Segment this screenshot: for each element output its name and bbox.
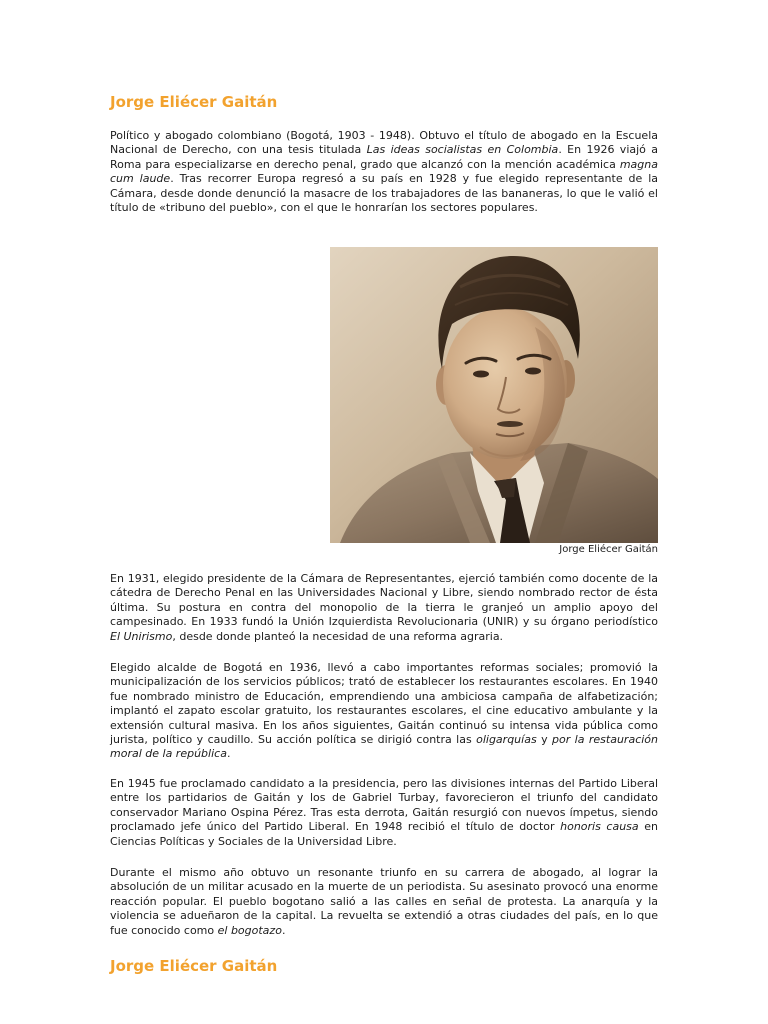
paragraph-text: . Tras recorrer Europa regresó a su país en 1928 y fue elegido representante de la Cámara, desde donde denunció la masacre de los trabajadores de las bananeras, lo que le valió el título de «tribuno del pueblo», con el que le honrarían los sectores populares.	[110, 172, 658, 215]
paragraph-text: En 1931, elegido presidente de la Cámara de Representantes, ejerció también como docente de la cátedra de Derecho Penal en las Universidades Nacional y Libre, siendo nombrado rector de ésta última. Su postura en contra del monopolio de la tierra le granjeó un amplio apoyo del campesinado. En 1933 fundó la Unión Izquierdista Revolucionaria (UNIR) y su órgano periodístico	[110, 572, 658, 629]
paragraph-early-career	[110, 129, 658, 215]
paragraph-text: .	[281, 923, 286, 937]
photo-caption: Jorge Eliécer Gaitán	[559, 544, 658, 555]
paragraph-text: Político y abogado colombiano (Bogotá, 1903 - 1948). Obtuvo el título de abogado en la Escuela Nacional de Derecho, con una tesis titulada	[110, 129, 658, 157]
newspaper-title-italic: El Unirismo	[110, 629, 173, 643]
paragraph-text: . En 1926 viajó a Roma para especializarse en derecho penal, grado que alcanzó con la mención académica	[110, 143, 659, 171]
paragraph-text: , desde donde planteó la necesidad de una reforma agraria.	[172, 629, 504, 643]
paragraph-chamber-president	[110, 572, 658, 644]
paragraph-text: Elegido alcalde de Bogotá en 1936, llevó a cabo importantes reformas sociales; promovió la municipalización de los servicios públicos; trató de establecer los restaurantes escolares. En 1940 fue nombrado ministro de Educación, emprendiendo una ambiciosa campaña de alfabetización; implantó el zapato escolar gratuito, los restaurantes escolares, el cine educativo ambulante y la extensión cultural masiva. En los años siguientes, Gaitán continuó su intensa vida pública como jurista, político y caudillo. Su acción política se dirigió contra las	[110, 661, 658, 747]
paragraph-candidacy	[110, 777, 658, 849]
footer-title: Jorge Eliécer Gaitán	[110, 957, 278, 975]
paragraph-mayor-minister	[110, 661, 658, 762]
paragraph-text: y	[536, 733, 553, 747]
italic-phrase: oligarquías	[476, 733, 537, 747]
paragraph-assassination	[110, 866, 658, 938]
portrait-photo	[330, 247, 658, 543]
thesis-title-italic: Las ideas socialistas en Colombia	[366, 143, 559, 157]
honor-mention-italic: magna cum laude	[110, 157, 658, 186]
page-title: Jorge Eliécer Gaitán	[110, 93, 278, 111]
paragraph-text: En 1945 fue proclamado candidato a la presidencia, pero las divisiones internas del Partido Liberal entre los partidarios de Gaitán y los de Gabriel Turbay, favorecieron el triunfo del candidato conservador Mariano Ospina Pérez. Tras esta derrota, Gaitán resurgió con nuevos ímpetus, siendo proclamado jefe único del Partido Liberal. En 1948 recibió el título de doctor	[110, 777, 658, 834]
bogotazo-italic: el bogotazo	[217, 923, 282, 937]
paragraph-text: Durante el mismo año obtuvo un resonante triunfo en su carrera de abogado, al lograr la absolución de un militar acusado en la muerte de un periodista. Su asesinato provocó una enorme reacción popular. El pueblo bogotano salió a las calles en señal de protesta. La anarquía y la violencia se adueñaron de la capital. La revuelta se extendió a otras ciudades del país, en lo que fue conocido como	[110, 866, 658, 937]
honoris-causa-italic: honoris causa	[560, 820, 639, 834]
paragraph-text: .	[226, 747, 231, 761]
paragraph-text: en Ciencias Políticas y Sociales de la Universidad Libre.	[110, 820, 658, 848]
italic-phrase: por la restauración moral de la república	[110, 733, 659, 761]
